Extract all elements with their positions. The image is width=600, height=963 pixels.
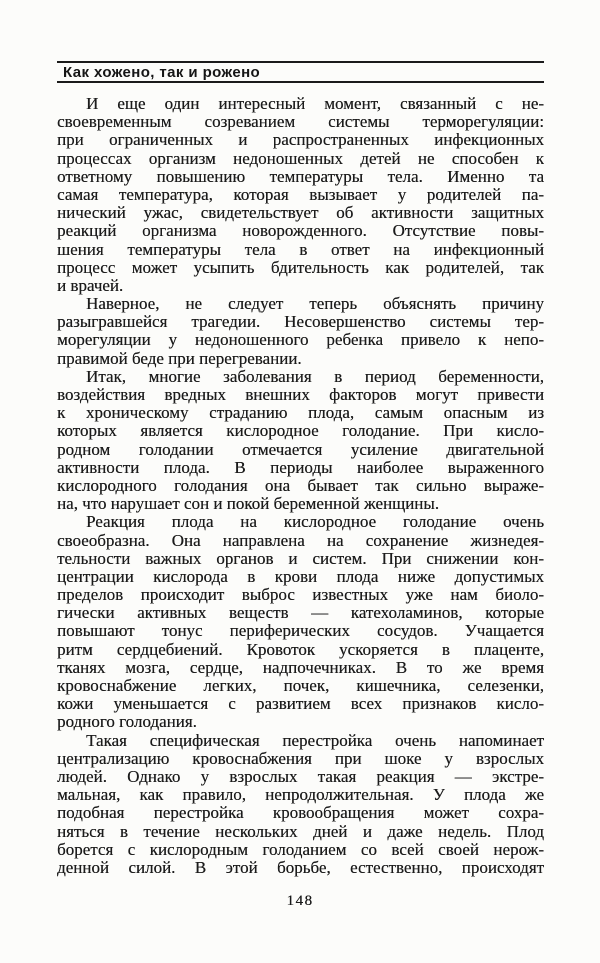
text-line: морегуляции у недоношенного ребенка привело к непо- [57,331,544,350]
paragraph [57,513,544,731]
text-line: воздействия вредных внешних факторов могут привести [57,386,544,404]
text-line: тканях мозга, сердце, надпочечниках. В то же время [57,658,544,677]
text-line: няться в течение нескольких дней и даже недель. Плод [57,822,544,841]
text-line: процесс может усыпить бдительность как родителей, так [57,258,544,277]
text-line: своеобразна. Она направлена на сохранение жизнедея- [57,531,544,550]
text-line: которых является кислородное голодание. При кисло- [57,422,544,441]
text-line: правимой беде при перегревании. [57,349,302,368]
text-line: централизацию кровоснабжения при шоке у взрослых [57,749,544,768]
paragraph [57,368,544,514]
text-line: родного голодания. [57,713,197,732]
text-line: Реакция плода на кислородное голодание очень [86,513,544,532]
text-line: ритм сердцебиений. Кровоток ускоряется в плаценте, [57,640,544,659]
paragraph [57,295,544,368]
paragraph [57,732,544,878]
text-line: людей. Однако у взрослых такая реакция — экстре- [57,767,544,786]
text-line: денной силой. В этой борьбе, естественно, происходят [57,858,544,877]
running-header [57,61,544,83]
text-line: пределов происходит выброс известных уже нам биоло- [57,586,544,605]
text-line: реакций организма новорожденного. Отсутствие повы- [57,222,544,241]
text-line: центрации кислорода в крови плода ниже допустимых [57,567,544,586]
text-line: процессах организм недоношенных детей не способен к [57,149,544,168]
text-line: ответному повышению температуры тела. Именно та [57,167,544,186]
text-line: на, что нарушает сон и покой беременной женщины. [57,495,439,514]
text-line: и врачей. [57,276,124,295]
text-line: повышают тонус периферических сосудов. Учащается [57,622,544,641]
text-line: разыгравшейся трагедии. Несовершенство системы тер- [57,313,544,332]
text-line: мальная, как правило, непродолжительная. У плода же [57,786,544,805]
text-line: кожи уменьшается с развитием всех признаков кисло- [57,695,544,714]
text-line: борется с кислородным голоданием со всей своей нерож- [57,840,544,859]
text-line: подобная перестройка кровообращения может сохра- [57,804,544,823]
page-number: 148 [286,893,314,909]
running-header-title: Как хожено, так и рожено [63,64,261,81]
text-line: нический ужас, свидетельствует об активности защитных [57,204,544,223]
text-line: кислородного голодания она бывает так сильно выраже- [57,476,544,495]
text-line: Наверное, не следует теперь объяснять причину [86,295,544,314]
text-line: Итак, многие заболевания в период беременности, [86,367,544,386]
text-line: к хроническому страданию плода, самым опасным из [57,404,544,423]
text-line: своевременным созреванием системы терморегуляции: [57,113,544,132]
text-line: самая температура, которая вызывает у родителей па- [57,185,544,204]
text-line: тельности важных органов и систем. При снижении кон- [57,549,544,568]
page-body-text [57,95,544,877]
text-line: И еще один интересный момент, связанный с не- [86,95,544,113]
text-line: кровоснабжение легких, почек, кишечника, селезенки, [57,677,544,695]
paragraph [57,95,544,295]
text-line: при ограниченных и распространенных инфекционных [57,131,544,150]
text-line: родном голодании отмечается усиление двигательной [57,440,544,459]
text-line: гически активных веществ — катехоламинов, которые [57,604,544,623]
text-line: шения температуры тела в ответ на инфекционный [57,240,544,259]
text-line: активности плода. В периоды наиболее выраженного [57,458,544,477]
text-line: Такая специфическая перестройка очень напоминает [86,731,544,750]
